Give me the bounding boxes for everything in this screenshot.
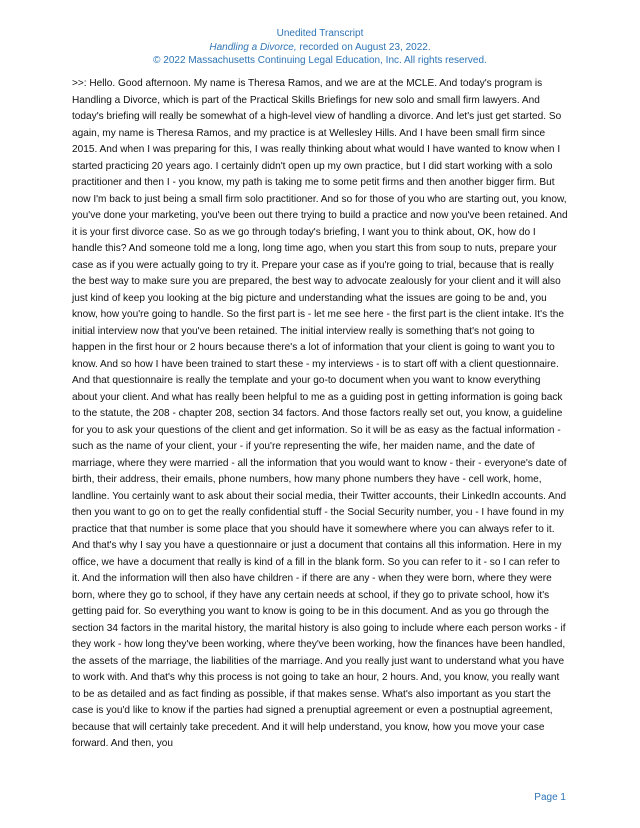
recording-date: recorded on August 23, 2022.: [296, 41, 431, 53]
transcript-body: >>: Hello. Good afternoon. My name is Theresa Ramos, and we are at the MCLE. And today's program is Handling a Divorce, which is part of the Practical Skills Briefings for new solo and small firm lawyers. And today's briefing will really be somewhat of a high-level view of handling a divorce. And let's just get started. So again, my name is Theresa Ramos, and my practice is at Wellesley Hills. And I have been small firm since 2015. And when I was preparing for this, I was really thinking about what would I have wanted to know when I started practicing 20 years ago. I certainly didn't open up my own practice, but I did start working with a solo practitioner and then I - you know, my path is taking me to some petit firms and then another bigger firm. But now I'm back to just being a small firm solo practitioner. And so for those of you who are starting out, you know, you've done your marketing, you've been out there trying to build a practice and now you've been retained. And it is your first divorce case. So as we go through today's briefing, I want you to think about, OK, how do I handle this? And someone told me a long, long time ago, when you start this from soup to nuts, prepare your case as if you were actually going to try it. Prepare your case as if you're going to trial, because that is really the best way to make sure you are prepared, the best way to advocate zealously for your client and it will also just kind of keep you looking at the big picture and understanding what the issues are going to be and, you know, how you're going to handle. So the first part is - let me see here - the first part is the client intake. It's the initial interview now that you've been retained. The initial interview really is something that's not going to happen in the first hour or 2 hours because there's a lot of information that your client is going to want you to know. And so how I have been trained to start these - my interviews - is to start off with a client questionnaire. And that questionnaire is really the template and your go-to document when you want to know everything about your client. And what has really been helpful to me as a guiding post in getting information is going back to the statute, the 208 - chapter 208, section 34 factors. And those factors really set out, you know, a guideline for you to ask your questions of the client and get information. So it will be as easy as the factual information - such as the name of your client, your - if you're representing the wife, her maiden name, and the date of marriage, where they were married - all the information that you would want to know - their - everyone's date of birth, their address, their emails, phone numbers, how many phone numbers they have - cell work, home, landline. You certainly want to ask about their social media, their Twitter accounts, their LinkedIn accounts. And then you want to go on to get the really confidential stuff - the Social Security number, you - I have found in my practice that that number is some place that you should have it somewhere where you can always refer to it. And that's why I say you have a questionnaire or just a document that contains all this information. Here in my office, we have a document that really is kind of a fill in the blank form. So you can refer to it - so I can refer to it. And the information will then also have children - if there are any - when they were born, where they were born, where they go to school, if they have any certain needs at school, if they go to private school, how it's getting paid for. So everything you want to know is going to be in this document. And as you go through the section 34 factors in the marital history, the marital history is also going to include where each person works - if they work - how long they've been working, where they've been working, how the finances have been handled, the assets of the marriage, the liabilities of the marriage. And you really just want to understand what you have to work with. And that's why this process is not going to take an hour, 2 hours. And, you know, you really want to be as detailed and as fact finding as possible, if that makes sense. What's also important as you start the case is you'd like to know if the parties had signed a prenuptial agreement or even a postnuptial agreement, because that will certainly take precedent. And it will help understand, you know, how you move your case forward. And then, you: [72, 78, 568, 749]
program-title: Handling a Divorce,: [209, 41, 297, 53]
page-header: [0, 27, 640, 68]
page-number: Page 1: [534, 792, 566, 803]
header-recording-line: [0, 41, 640, 55]
header-title: Unedited Transcript: [276, 28, 364, 39]
copyright-notice: © 2022 Massachusetts Continuing Legal Education, Inc. All rights reserved.: [153, 55, 487, 66]
